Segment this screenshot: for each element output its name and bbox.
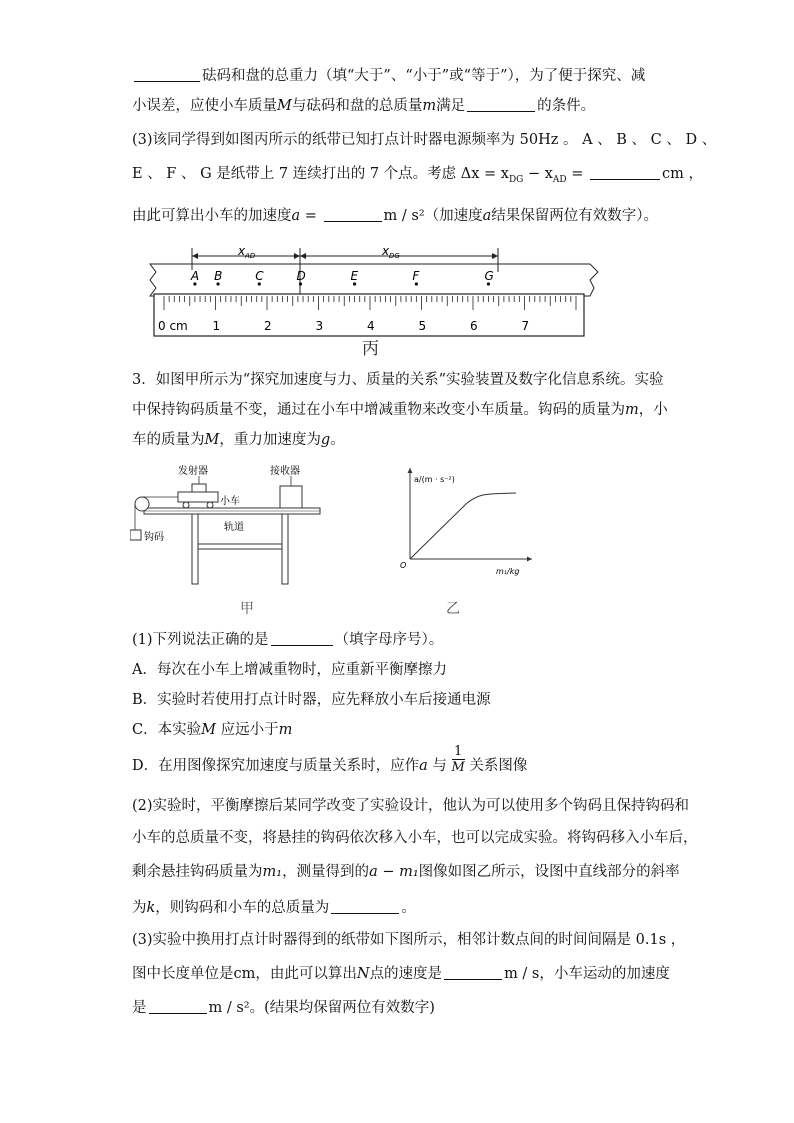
answer-blank[interactable] — [134, 67, 200, 82]
ruler-tick-label: 7 — [521, 319, 530, 333]
xdg-label: x — [382, 244, 390, 258]
option-c: C．本实验M 应远小于m — [132, 722, 293, 738]
option-a: A．每次在小车上增减重物时，应重新平衡摩擦力 — [132, 662, 447, 678]
apparatus-figure — [130, 462, 330, 590]
tape-point-label: B — [214, 269, 223, 283]
graph-xlabel: m₁/kg — [496, 567, 520, 576]
tape-point-label: D — [296, 269, 306, 283]
answer-blank[interactable] — [331, 899, 399, 914]
xad-label: x — [238, 244, 246, 258]
q3-p2-line1: (2)实验时，平衡摩擦后某同学改变了实验设计，他认为可以使用多个钩码且保持钩码和 — [132, 798, 690, 814]
q2-line1: 砝码和盘的总重力（填“大于”、“小于”或“等于”），为了便于探究、减 — [132, 66, 645, 86]
tape-point-label: E — [350, 269, 359, 283]
weight-label: 钩码 — [144, 532, 164, 543]
pulley — [135, 497, 149, 511]
table-crossbar — [198, 544, 282, 549]
graph-figure — [396, 464, 536, 584]
table-leg — [282, 514, 288, 584]
q3-p2-line2: 小车的总质量不变，将悬挂的钩码依次移入小车，也可以完成实验。将钩码移入小车后， — [132, 830, 698, 846]
q3-p2-line3: 剩余悬挂钩码质量为m₁，测量得到的a − m₁图像如图乙所示，设图中直线部分的斜率 — [132, 864, 680, 880]
a-m1-curve — [410, 493, 516, 559]
q2-line2: 小误差，应使小车质量M与砝码和盘的总质量m满足 的条件。 — [132, 98, 596, 114]
transmitter-box — [192, 484, 206, 492]
ruler-tick-label: 4 — [367, 319, 375, 333]
q3-p2-line4: 为k，则钩码和小车的总质量为 。 — [132, 900, 416, 916]
receiver-label: 接收器 — [270, 466, 300, 477]
graph-origin: O — [400, 561, 407, 570]
figure-caption-yi: 乙 — [446, 601, 460, 617]
track-label: 轨道 — [224, 522, 244, 533]
q3-line1: 3．如图甲所示为“探究加速度与力、质量的关系”实验装置及数字化信息系统。实验 — [132, 372, 664, 388]
cart-wheel — [207, 502, 213, 508]
xad-sub: AD — [245, 252, 256, 260]
ruler-tick-label: 5 — [418, 319, 427, 333]
tape-point-label: F — [412, 269, 420, 283]
ruler-tick-label: 6 — [470, 319, 478, 333]
fraction-1-over-M: $\frac{1}{M}$ — [451, 743, 465, 775]
xdg-sub: DG — [389, 252, 400, 260]
q3-p3-line1: (3)实验中换用打点计时器得到的纸带如下图所示，相邻计数点间的时间间隔是 0.1s ， — [132, 932, 686, 948]
transmitter-label: 发射器 — [178, 466, 208, 477]
cart-wheel — [183, 502, 189, 508]
q3-p3-line3: 是 m / s²。(结果均保留两位有效数字) — [132, 1000, 435, 1016]
answer-blank[interactable] — [324, 207, 382, 222]
ruler-tick-label: 3 — [315, 319, 324, 333]
table-leg — [192, 514, 198, 584]
q3-line3: 车的质量为M，重力加速度为g。 — [132, 432, 345, 448]
ruler-tick-label: 1 — [212, 319, 221, 333]
receiver-box — [280, 486, 302, 508]
tape-point-label: C — [255, 269, 264, 283]
option-d: D．在用图像探究加速度与质量关系时，应作a 与 $\frac{1}{M}$ 关系图像 — [132, 743, 528, 775]
q3-p1: (1)下列说法正确的是 （填字母序号）。 — [132, 632, 444, 648]
option-b: B．实验时若使用打点计时器，应先释放小车后接通电源 — [132, 692, 491, 708]
q2-p3-line2: E 、 F 、 G 是纸带上 7 连续打出的 7 个点。考虑 $\Delta x = x_{DG} - x_{AD}$ = cm ， — [132, 166, 703, 185]
cart-label: 小车 — [220, 496, 240, 507]
q3-line2: 中保持钩码质量不变，通过在小车中增减重物来改变小车质量。钩码的质量为m，小 — [132, 402, 668, 418]
answer-blank[interactable] — [590, 165, 660, 180]
ruler-tick-label: 0 cm — [158, 319, 188, 333]
figure-caption-jia: 甲 — [240, 601, 254, 617]
figure-caption-bing: 丙 — [362, 339, 379, 359]
q2-p3-line3: 由此可算出小车的加速度a = m / s²（加速度a结果保留两位有效数字）。 — [132, 208, 659, 224]
tape-point-label: G — [484, 269, 494, 283]
cart — [178, 492, 218, 502]
answer-blank[interactable] — [149, 999, 207, 1014]
tape-point-label: A — [190, 269, 200, 283]
q2-p3-line1: (3)该同学得到如图丙所示的纸带已知打点计时器电源频率为 50Hz 。 A 、 B 、 C 、 D 、 — [132, 132, 717, 148]
graph-ylabel: a/(m · s⁻²) — [414, 475, 455, 484]
answer-blank[interactable] — [444, 965, 502, 980]
answer-blank[interactable] — [271, 631, 333, 646]
hanging-weight — [130, 530, 141, 540]
answer-blank[interactable] — [467, 97, 535, 112]
ruler-tick-label: 2 — [264, 319, 272, 333]
q3-p3-line2: 图中长度单位是cm，由此可以算出N点的速度是 m / s，小车运动的加速度 — [132, 966, 670, 982]
